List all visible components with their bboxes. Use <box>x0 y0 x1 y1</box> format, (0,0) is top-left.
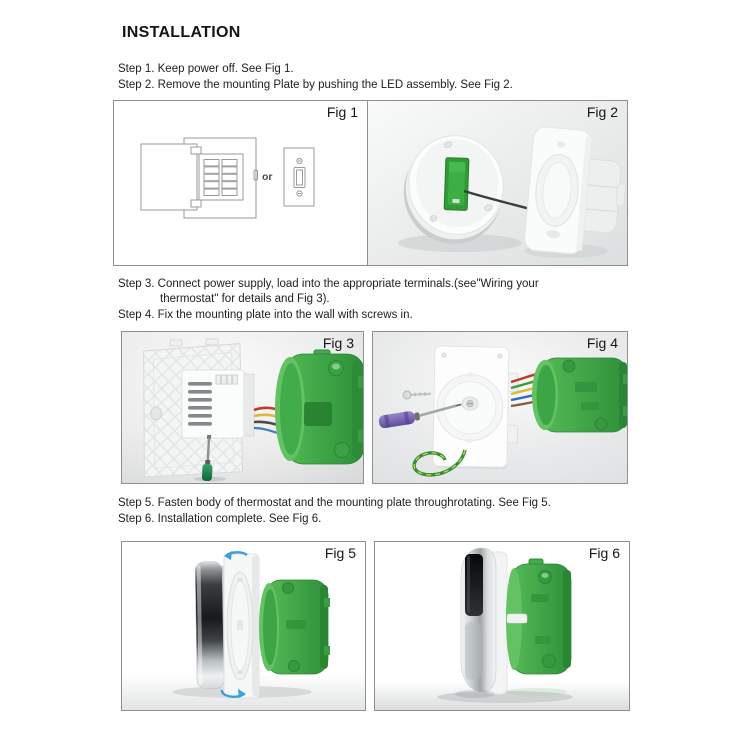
breaker-box-drawing <box>141 138 258 218</box>
green-circuit-board <box>444 158 469 211</box>
fig3-illustration <box>122 332 363 483</box>
wall-box-render <box>506 559 571 674</box>
step-3-line-2: thermostat" for details and Fig 3). <box>160 293 330 305</box>
light-switch-drawing <box>284 148 314 206</box>
fig4-panel <box>372 331 628 484</box>
fig2-label: Fig 2 <box>586 104 618 120</box>
fig5-illustration <box>122 542 365 710</box>
fig5-panel <box>121 541 366 711</box>
mounting-plate-side <box>224 554 259 698</box>
fig1-panel <box>113 100 368 266</box>
wall-box-render <box>275 350 363 464</box>
fig4-illustration <box>373 332 627 483</box>
fig5-label: Fig 5 <box>324 545 356 561</box>
step-3-line-1: Step 3. Connect power supply, load into the appropriate terminals.(see"Wiring your <box>118 278 539 290</box>
fig1-label: Fig 1 <box>326 104 358 120</box>
fig6-label: Fig 6 <box>588 545 620 561</box>
wall-box-render <box>532 358 627 432</box>
display-panel-render <box>195 561 227 689</box>
step-2: Step 2. Remove the mounting Plate by pushing the LED assembly. See Fig 2. <box>118 79 513 91</box>
fig2-illustration <box>368 101 627 265</box>
fig1-illustration <box>114 101 367 265</box>
thermostat-side-render <box>461 548 496 692</box>
wall-box-render <box>259 580 330 674</box>
fig6-panel <box>374 541 630 711</box>
terminal-block <box>182 370 254 438</box>
step-1: Step 1. Keep power off. See Fig 1. <box>118 63 294 75</box>
fig2-panel <box>368 100 628 266</box>
fig3-panel <box>121 331 364 484</box>
page-title: INSTALLATION <box>122 24 241 41</box>
fig3-label: Fig 3 <box>322 335 354 351</box>
step-6: Step 6. Installation complete. See Fig 6. <box>118 513 322 525</box>
fig4-label: Fig 4 <box>586 335 618 351</box>
step-4: Step 4. Fix the mounting plate into the wall with screws in. <box>118 309 413 321</box>
fig6-illustration <box>375 542 629 710</box>
step-5: Step 5. Fasten body of thermostat and the mounting plate throughrotating. See Fig 5. <box>118 497 551 509</box>
or-label: or <box>262 171 273 183</box>
